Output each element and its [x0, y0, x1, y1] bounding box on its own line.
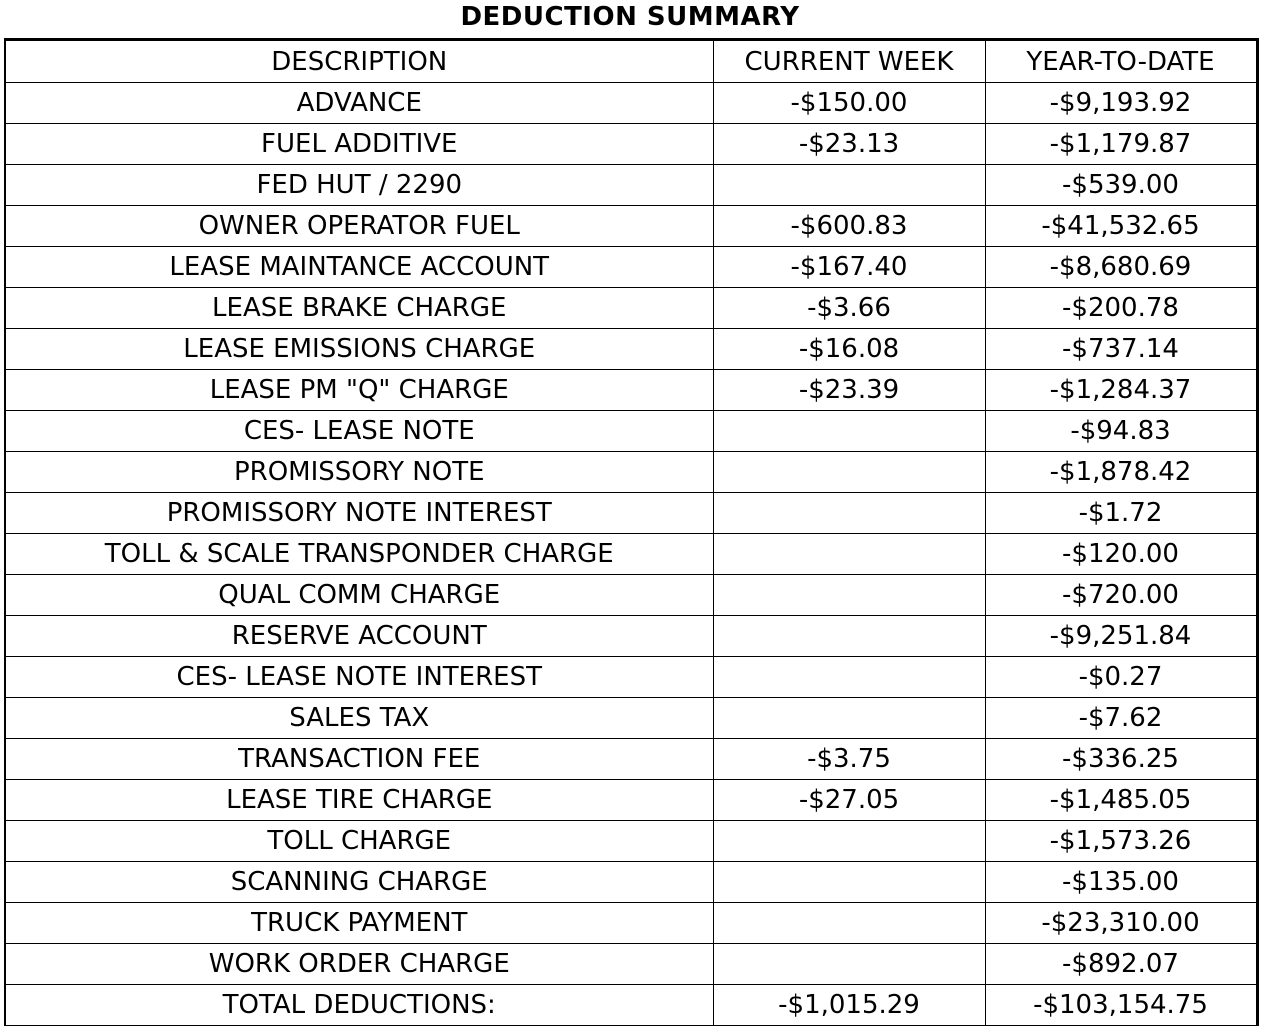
column-header-current-week: CURRENT WEEK	[713, 40, 985, 83]
description-cell: TRUCK PAYMENT	[5, 903, 713, 944]
current-week-cell	[713, 862, 985, 903]
table-row	[5, 698, 1257, 739]
year-to-date-cell: -$23,310.00	[985, 903, 1257, 944]
year-to-date-cell: -$336.25	[985, 739, 1257, 780]
year-to-date-cell: -$1,573.26	[985, 821, 1257, 862]
description-cell: FUEL ADDITIVE	[5, 124, 713, 165]
description-cell: ADVANCE	[5, 83, 713, 124]
description-cell: RESERVE ACCOUNT	[5, 616, 713, 657]
table-row	[5, 288, 1257, 329]
current-week-cell	[713, 903, 985, 944]
table-row	[5, 944, 1257, 985]
current-week-cell: -$16.08	[713, 329, 985, 370]
deduction-summary-table	[4, 38, 1259, 1026]
year-to-date-cell: -$0.27	[985, 657, 1257, 698]
year-to-date-cell: -$9,251.84	[985, 616, 1257, 657]
current-week-cell: -$600.83	[713, 206, 985, 247]
current-week-cell	[713, 493, 985, 534]
total-year-to-date: -$103,154.75	[985, 985, 1257, 1026]
table-row	[5, 821, 1257, 862]
current-week-cell	[713, 657, 985, 698]
current-week-cell	[713, 821, 985, 862]
table-row	[5, 206, 1257, 247]
table-row	[5, 534, 1257, 575]
description-cell: CES- LEASE NOTE INTEREST	[5, 657, 713, 698]
year-to-date-cell: -$1,485.05	[985, 780, 1257, 821]
year-to-date-cell: -$41,532.65	[985, 206, 1257, 247]
page-title: DEDUCTION SUMMARY	[460, 2, 800, 32]
description-cell: LEASE EMISSIONS CHARGE	[5, 329, 713, 370]
year-to-date-cell: -$1.72	[985, 493, 1257, 534]
total-row	[5, 985, 1257, 1026]
year-to-date-cell: -$120.00	[985, 534, 1257, 575]
table-row	[5, 370, 1257, 411]
total-current-week: -$1,015.29	[713, 985, 985, 1026]
table-header-row	[5, 40, 1257, 83]
current-week-cell: -$3.75	[713, 739, 985, 780]
year-to-date-cell: -$539.00	[985, 165, 1257, 206]
current-week-cell	[713, 452, 985, 493]
year-to-date-cell: -$1,284.37	[985, 370, 1257, 411]
description-cell: SCANNING CHARGE	[5, 862, 713, 903]
description-cell: LEASE TIRE CHARGE	[5, 780, 713, 821]
table-row	[5, 165, 1257, 206]
year-to-date-cell: -$135.00	[985, 862, 1257, 903]
table-row	[5, 780, 1257, 821]
year-to-date-cell: -$9,193.92	[985, 83, 1257, 124]
current-week-cell	[713, 411, 985, 452]
year-to-date-cell: -$1,179.87	[985, 124, 1257, 165]
table-row	[5, 575, 1257, 616]
table-row	[5, 452, 1257, 493]
current-week-cell: -$167.40	[713, 247, 985, 288]
current-week-cell: -$23.13	[713, 124, 985, 165]
table-row	[5, 247, 1257, 288]
current-week-cell: -$150.00	[713, 83, 985, 124]
table-row	[5, 83, 1257, 124]
year-to-date-cell: -$7.62	[985, 698, 1257, 739]
description-cell: SALES TAX	[5, 698, 713, 739]
year-to-date-cell: -$8,680.69	[985, 247, 1257, 288]
description-cell: OWNER OPERATOR FUEL	[5, 206, 713, 247]
current-week-cell	[713, 575, 985, 616]
description-cell: PROMISSORY NOTE	[5, 452, 713, 493]
description-cell: TOLL & SCALE TRANSPONDER CHARGE	[5, 534, 713, 575]
current-week-cell	[713, 698, 985, 739]
current-week-cell	[713, 944, 985, 985]
year-to-date-cell: -$720.00	[985, 575, 1257, 616]
year-to-date-cell: -$737.14	[985, 329, 1257, 370]
table-row	[5, 616, 1257, 657]
current-week-cell: -$27.05	[713, 780, 985, 821]
description-cell: TOLL CHARGE	[5, 821, 713, 862]
table-row	[5, 739, 1257, 780]
description-cell: TRANSACTION FEE	[5, 739, 713, 780]
description-cell: PROMISSORY NOTE INTEREST	[5, 493, 713, 534]
column-header-description: DESCRIPTION	[5, 40, 713, 83]
column-header-year-to-date: YEAR-TO-DATE	[985, 40, 1257, 83]
current-week-cell: -$23.39	[713, 370, 985, 411]
table-row	[5, 124, 1257, 165]
description-cell: LEASE BRAKE CHARGE	[5, 288, 713, 329]
year-to-date-cell: -$1,878.42	[985, 452, 1257, 493]
table-row	[5, 903, 1257, 944]
table-row	[5, 329, 1257, 370]
current-week-cell: -$3.66	[713, 288, 985, 329]
current-week-cell	[713, 534, 985, 575]
table-row	[5, 657, 1257, 698]
total-label: TOTAL DEDUCTIONS:	[5, 985, 713, 1026]
description-cell: LEASE PM "Q" CHARGE	[5, 370, 713, 411]
description-cell: QUAL COMM CHARGE	[5, 575, 713, 616]
table-row	[5, 411, 1257, 452]
current-week-cell	[713, 165, 985, 206]
table-row	[5, 862, 1257, 903]
description-cell: FED HUT / 2290	[5, 165, 713, 206]
year-to-date-cell: -$892.07	[985, 944, 1257, 985]
description-cell: CES- LEASE NOTE	[5, 411, 713, 452]
table-row	[5, 493, 1257, 534]
description-cell: LEASE MAINTANCE ACCOUNT	[5, 247, 713, 288]
description-cell: WORK ORDER CHARGE	[5, 944, 713, 985]
year-to-date-cell: -$200.78	[985, 288, 1257, 329]
current-week-cell	[713, 616, 985, 657]
year-to-date-cell: -$94.83	[985, 411, 1257, 452]
